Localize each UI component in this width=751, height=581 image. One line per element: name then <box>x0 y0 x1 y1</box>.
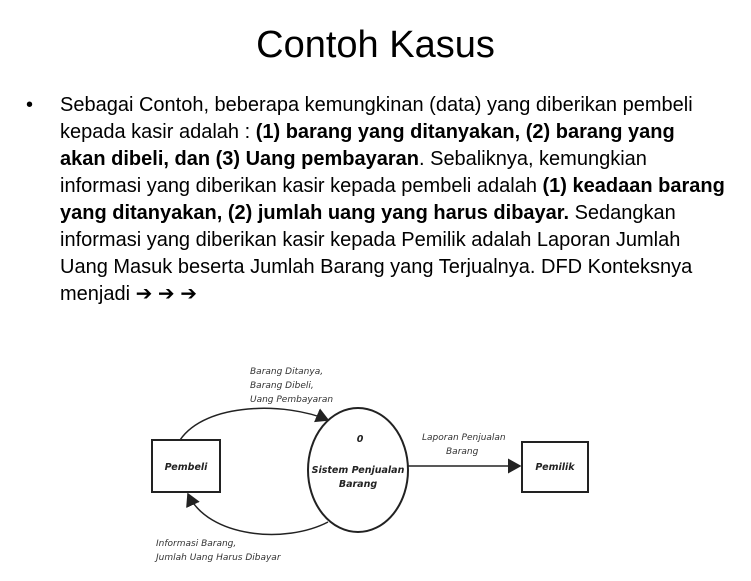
flow-right-label-2: Barang <box>446 447 479 457</box>
process-name-line1: Sistem Penjualan <box>311 465 405 476</box>
entity-pemilik-label: Pemilik <box>535 462 575 473</box>
process-name-line2: Barang <box>338 479 378 490</box>
text-segment-2: . Sebaliknya, kemungkian informasi yang diberikan kasir kepada pembeli adalah <box>60 148 647 197</box>
process-number: 0 <box>356 434 364 445</box>
flow-bottom-label-2: Jumlah Uang Harus Dibayar <box>156 553 281 563</box>
flow-top-label-3: Uang Pembayaran <box>250 395 334 405</box>
text-segment-3: Sedangkan informasi yang diberikan kasir kepada Pemilik adalah Laporan Jumlah Uang Masuk beserta Jumlah Barang yang Terjualnya. DFD Konteksnya menjadi <box>60 202 693 305</box>
flow-top-arrow <box>180 408 328 440</box>
arrow-icons: ➔ ➔ ➔ <box>135 283 197 305</box>
flow-bottom-arrow <box>188 494 328 534</box>
bold-segment-2: (1) keadaan barang yang ditanyakan, (2) jumlah uang yang harus dibayar. <box>60 175 725 224</box>
bullet-paragraph <box>60 92 725 308</box>
entity-pembeli-label: Pembeli <box>164 462 208 473</box>
dfd-svg <box>146 362 592 578</box>
bullet-dot: • <box>26 94 34 116</box>
flow-top-label-2: Barang Dibeli, <box>250 381 314 391</box>
text-segment-1: Sebagai Contoh, beberapa kemungkinan (data) yang diberikan pembeli kepada kasir adalah : <box>60 94 693 143</box>
context-dfd-diagram <box>146 362 592 578</box>
flow-bottom-label-1: Informasi Barang, <box>156 539 237 549</box>
flow-right-label-1: Laporan Penjualan <box>422 433 506 443</box>
slide-title: Contoh Kasus <box>256 24 495 66</box>
bold-segment-1: (1) barang yang ditanyakan, (2) barang yang akan dibeli, dan (3) Uang pembayaran <box>60 121 675 170</box>
flow-top-label-1: Barang Ditanya, <box>250 367 324 377</box>
